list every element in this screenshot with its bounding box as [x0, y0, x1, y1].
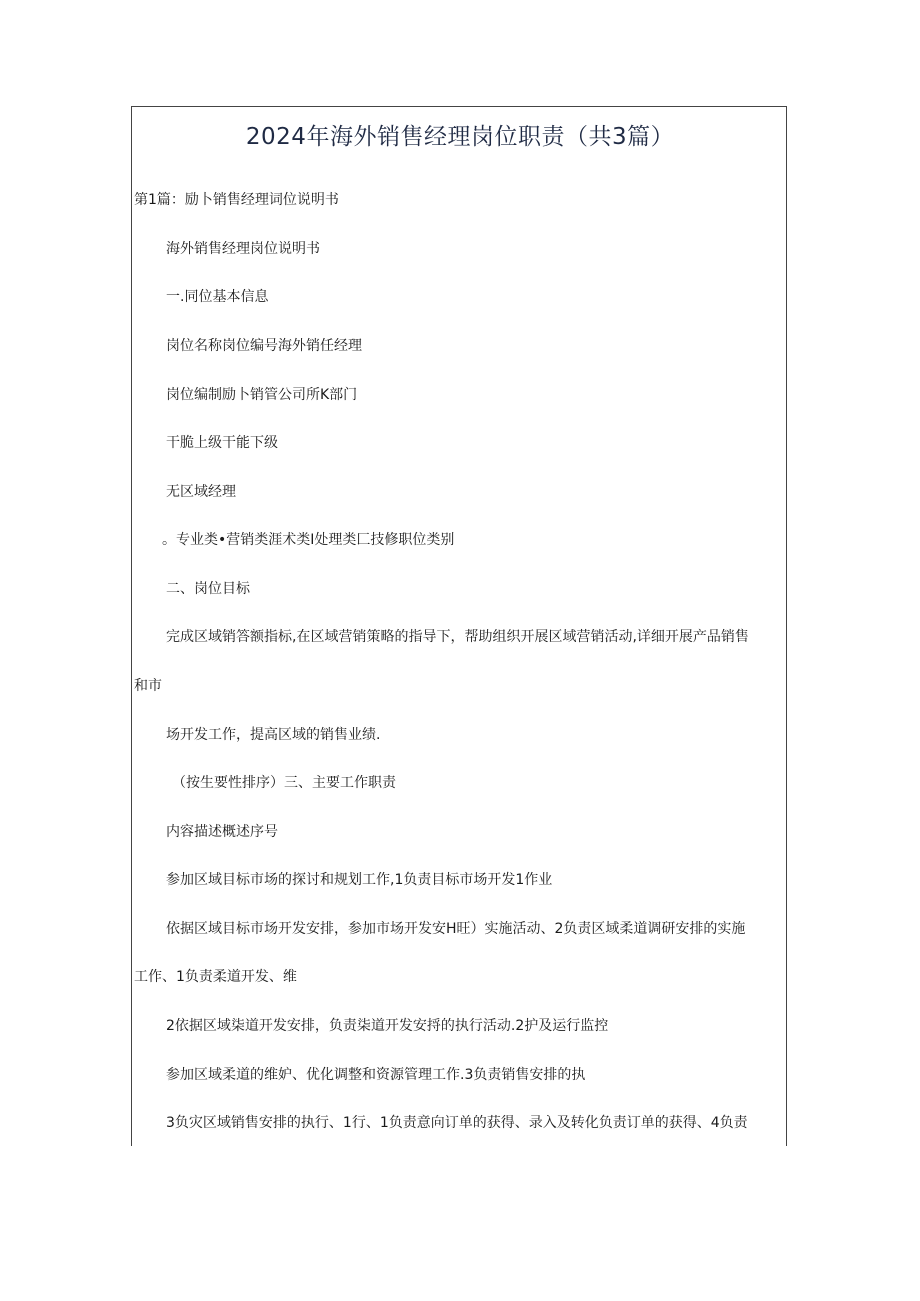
paragraph: 干脆上级干能下级 — [166, 435, 278, 451]
paragraph: 二、岗位目标 — [166, 581, 250, 597]
paragraph: （按生要性排序）三、主要工作职责 — [172, 775, 396, 791]
paragraph: 参加区域目标市场的探讨和规划工作,1负责目标市场开发1作业 — [166, 872, 553, 888]
paragraph: 完成区域销答额指标,在区域营销策略的指导下，帮助组织开展区域营销活动,详细开展产品销售 — [166, 629, 749, 645]
paragraph: 海外销售经理岗位说明书 — [166, 241, 320, 257]
section-heading: 第1篇：励卜销售经理词位说明书 — [134, 192, 339, 208]
paragraph: 工作、1负责柔道开发、维 — [134, 969, 297, 985]
paragraph: 3负灾区域销售安排的执行、1行、1负责意向订单的获得、录入及转化负责订单的获得、4负责 — [166, 1115, 748, 1131]
paragraph: 场开发工作，提高区域的销售业绩. — [166, 727, 381, 743]
paragraph: 岗位名称岗位编号海外销任经理 — [166, 338, 362, 354]
paragraph: 一.同位基本信息 — [166, 289, 269, 305]
paragraph: 岗位编制励卜销管公司所K部门 — [166, 387, 358, 403]
paragraph: 参加区域柔道的维妒、优化调整和资源管理工作.3负责销售安排的执 — [166, 1067, 586, 1083]
document-title: 2024年海外销售经理岗位职责（共3篇） — [245, 124, 675, 150]
page-frame — [131, 106, 787, 1146]
paragraph: 2依据区域柒道开发安排，负责柒道开发安捋的执行活动.2护及运行监控 — [166, 1018, 609, 1034]
paragraph: 和市 — [134, 678, 162, 694]
paragraph: 依据区域目标市场开发安排，参加市场开发安H旺）实施活动、2负责区域柔道调研安排的实施 — [166, 921, 746, 937]
paragraph: 内容描述概述序号 — [166, 824, 278, 840]
paragraph: 无区域经理 — [166, 484, 236, 500]
paragraph: 。专业类•营销类涯术类I处理类匚技修职位类别 — [162, 532, 455, 548]
